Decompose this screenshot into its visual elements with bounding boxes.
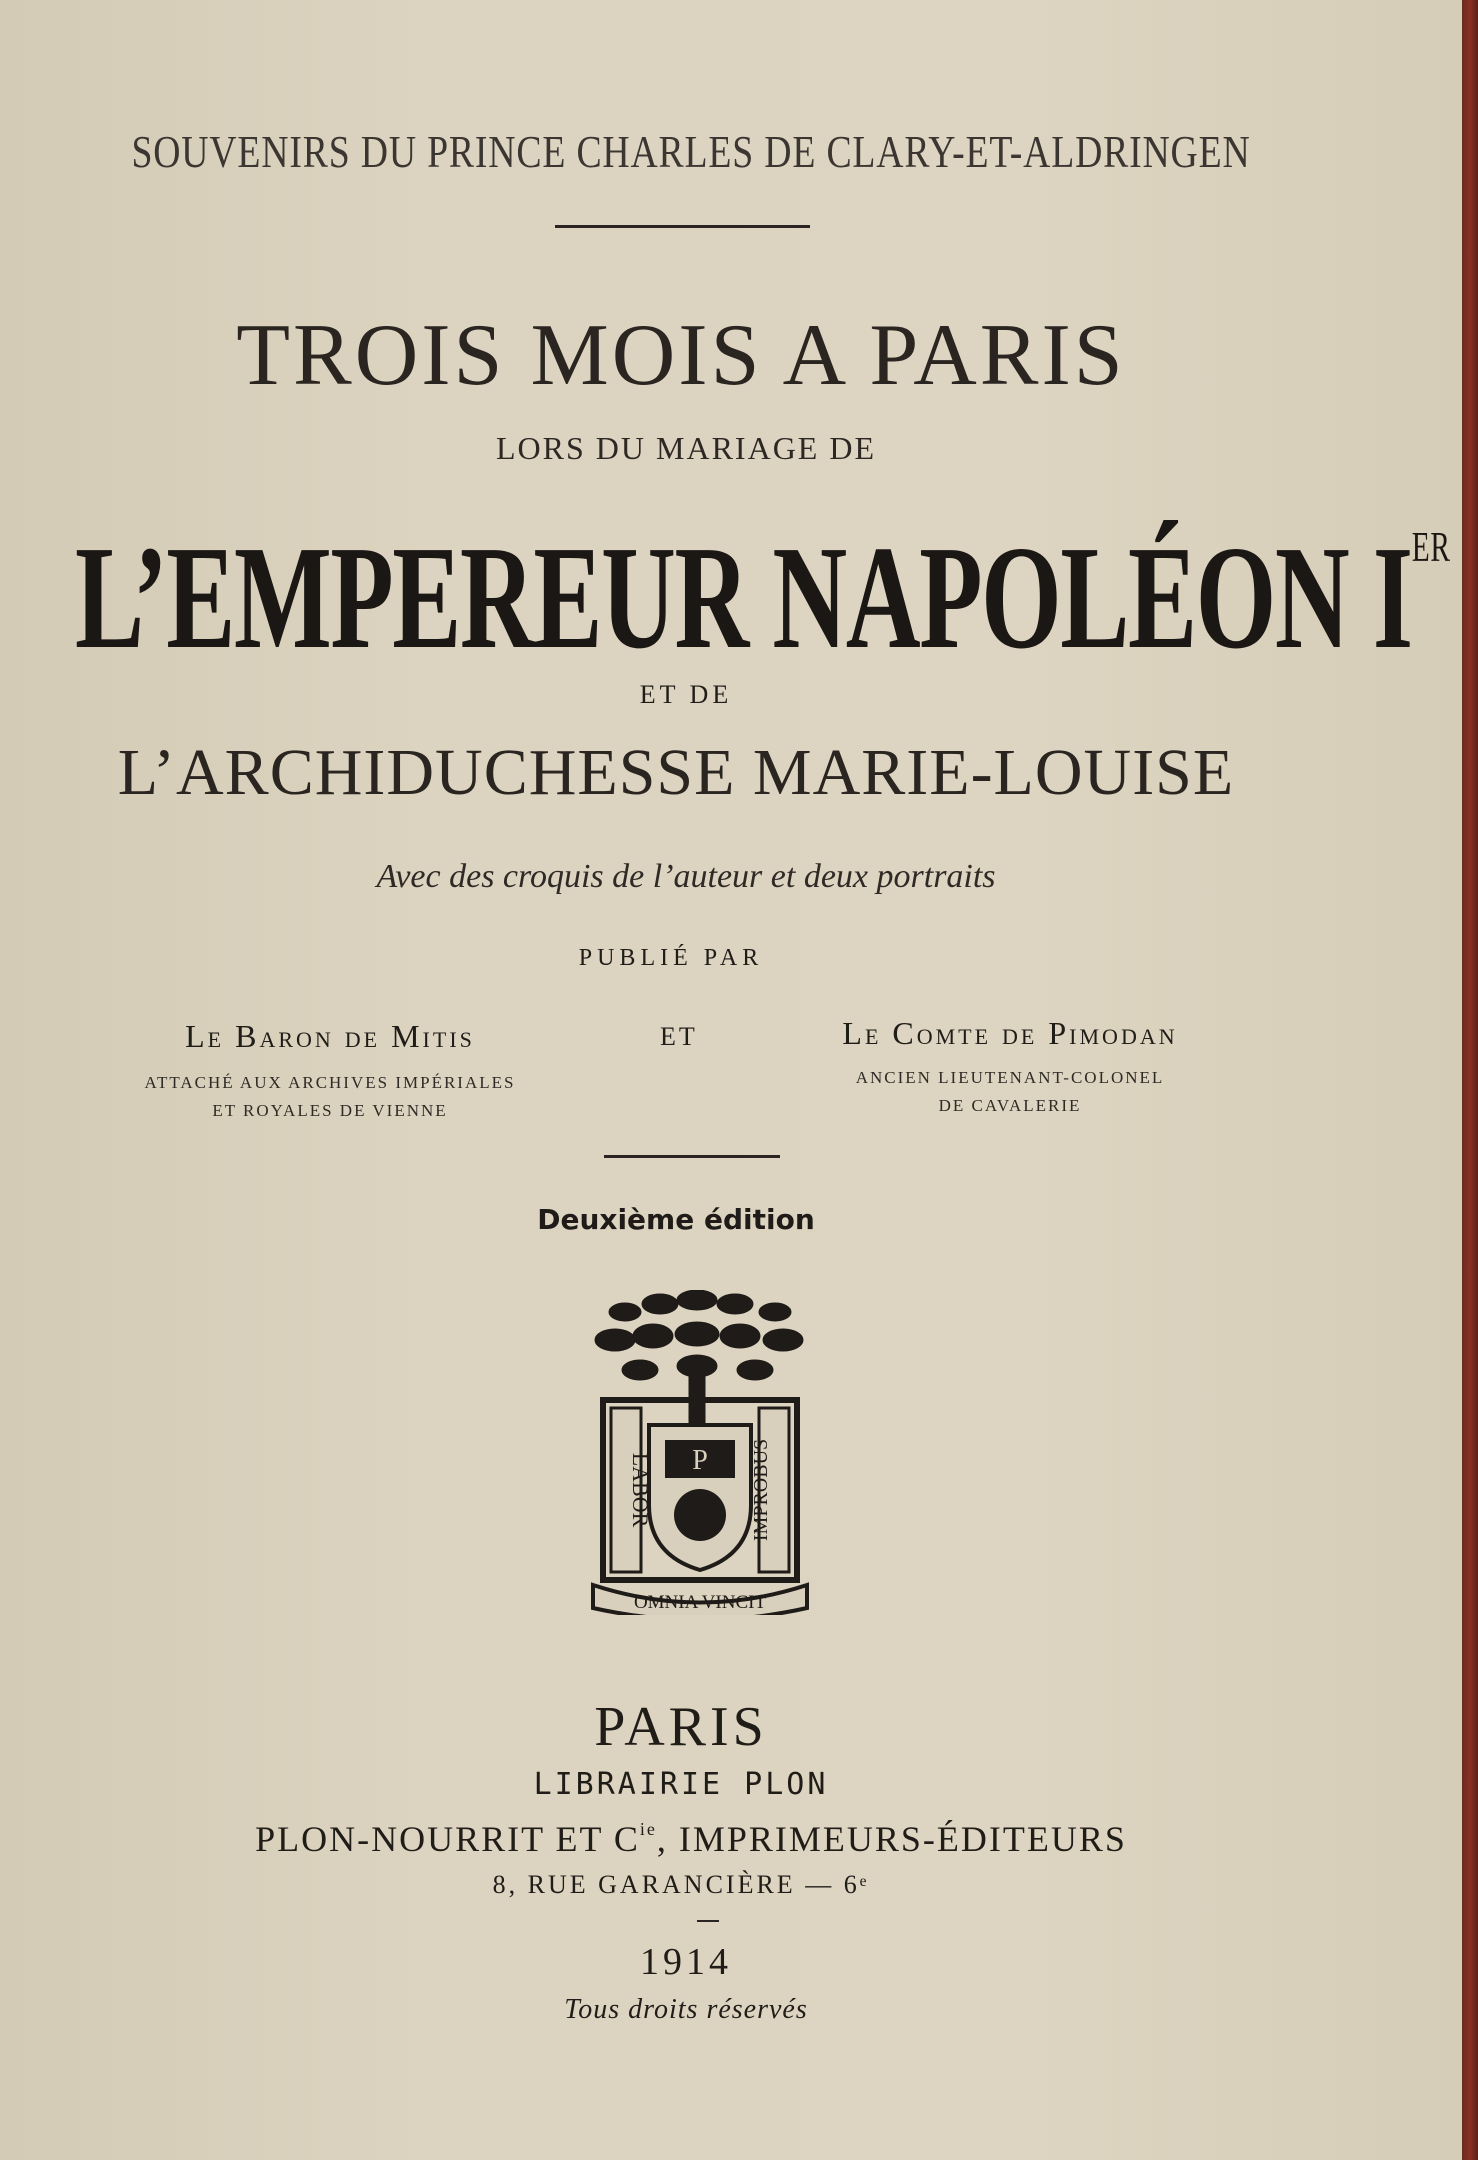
rights-notice: Tous droits réservés — [564, 1994, 808, 2025]
printer-superscript: ie — [639, 1819, 657, 1839]
author-right-title-2: DE CAVALERIE — [938, 1096, 1082, 1115]
author-left-name: Le Baron de Mitis — [185, 1018, 475, 1054]
emblem-monogram: P — [692, 1445, 708, 1476]
emblem-motto-right: IMPROBUS — [750, 1438, 772, 1542]
top-divider — [555, 225, 810, 228]
published-by: PUBLIÉ PAR — [578, 945, 764, 971]
title-line-2: LORS DU MARIAGE DE — [496, 430, 876, 466]
printer-suffix: , IMPRIMEURS-ÉDITEURS — [656, 1819, 1127, 1859]
printer-prefix: PLON-NOURRIT ET C — [255, 1819, 640, 1859]
main-title-superscript: ER — [1411, 525, 1451, 571]
author-right-name: Le Comte de Pimodan — [842, 1015, 1178, 1051]
publisher-address: 8, RUE GARANCIÈRE — 6ᵉ — [492, 1870, 870, 1899]
publication-year: 1914 — [640, 1941, 732, 1983]
book-edge — [1462, 0, 1478, 2160]
subtitle: Avec des croquis de l’auteur et deux portraits — [376, 858, 996, 895]
publisher-mark-icon — [585, 1290, 815, 1615]
edition-label: Deuxième édition — [537, 1203, 815, 1236]
title-et-de: ET DE — [639, 680, 733, 709]
author-left — [90, 1018, 570, 1125]
author-left-title-2: ET ROYALES DE VIENNE — [212, 1101, 448, 1120]
author-right — [780, 1015, 1240, 1120]
emblem-motto-bottom: OMNIA VINCIT — [633, 1592, 767, 1613]
series-title: SOUVENIRS DU PRINCE CHARLES DE CLARY-ET-ALDRINGEN — [131, 126, 1251, 177]
author-left-title-1: ATTACHÉ AUX ARCHIVES IMPÉRIALES — [144, 1073, 516, 1092]
authors-conjunction: ET — [660, 1022, 698, 1051]
main-title — [75, 513, 1451, 683]
middle-divider — [604, 1155, 780, 1158]
main-title-text: L’EMPEREUR NAPOLÉON I — [75, 516, 1412, 680]
publication-city: PARIS — [594, 1696, 768, 1758]
emblem-motto-left: LABOR — [628, 1452, 653, 1528]
printer-line — [0, 1818, 1422, 1860]
publisher-name: LIBRAIRIE PLON — [533, 1767, 829, 1802]
author-right-title-1: ANCIEN LIEUTENANT-COLONEL — [855, 1068, 1165, 1087]
title-line-3: L’ARCHIDUCHESSE MARIE-LOUISE — [117, 736, 1235, 809]
bottom-divider — [697, 1920, 719, 1922]
title-line-1: TROIS MOIS A PARIS — [236, 307, 1126, 404]
